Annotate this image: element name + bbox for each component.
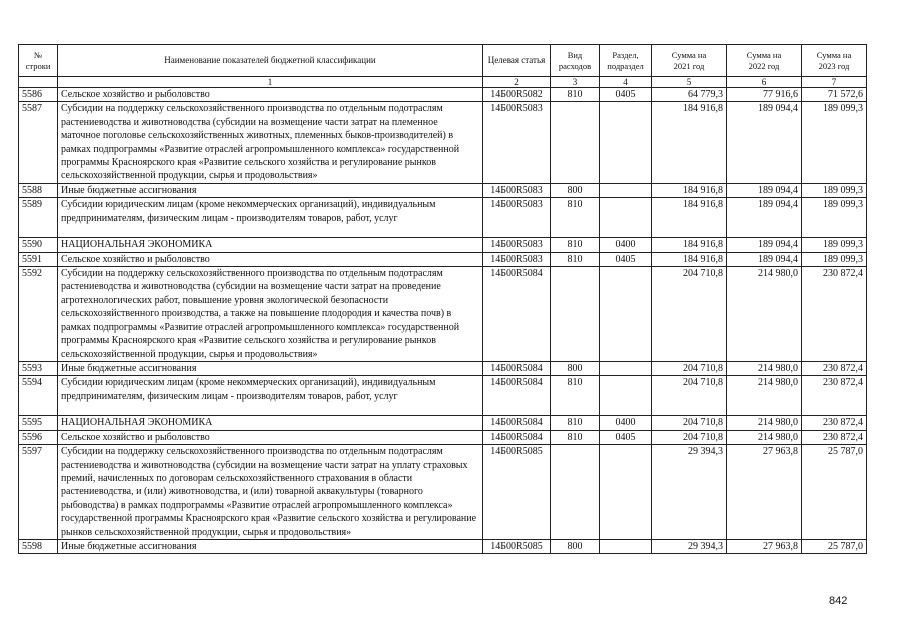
sum-2023: 189 099,3 xyxy=(802,238,867,252)
table-row xyxy=(19,361,867,375)
row-number: 5588 xyxy=(19,183,58,197)
section-code xyxy=(600,102,652,183)
sum-2022: 189 094,4 xyxy=(727,102,802,183)
sum-2021: 204 710,8 xyxy=(652,361,727,375)
indicator-name: НАЦИОНАЛЬНАЯ ЭКОНОМИКА xyxy=(58,416,483,430)
section-code: 0405 xyxy=(600,252,652,266)
column-index: 2 xyxy=(483,77,551,88)
expense-kind: 810 xyxy=(551,252,600,266)
page-number: 842 xyxy=(829,595,848,607)
table-row xyxy=(19,445,867,540)
header-section: Раздел, подраздел xyxy=(600,45,652,77)
table-row xyxy=(19,102,867,183)
table-row xyxy=(19,539,867,553)
column-index-row xyxy=(19,77,867,88)
target-article: 14Б00R5084 xyxy=(483,416,551,430)
sum-2022: 214 980,0 xyxy=(727,267,802,362)
indicator-name: Иные бюджетные ассигнования xyxy=(58,539,483,553)
sum-2023: 189 099,3 xyxy=(802,102,867,183)
target-article: 14Б00R5083 xyxy=(483,198,551,238)
section-code xyxy=(600,445,652,540)
sum-2021: 204 710,8 xyxy=(652,267,727,362)
row-number: 5590 xyxy=(19,238,58,252)
column-index xyxy=(19,77,58,88)
indicator-name: Сельское хозяйство и рыболовство xyxy=(58,430,483,444)
section-code xyxy=(600,183,652,197)
column-index: 4 xyxy=(600,77,652,88)
sum-2023: 71 572,6 xyxy=(802,88,867,102)
column-index: 1 xyxy=(58,77,483,88)
expense-kind: 800 xyxy=(551,539,600,553)
column-index: 5 xyxy=(652,77,727,88)
sum-2021: 29 394,3 xyxy=(652,445,727,540)
indicator-name: Субсидии на поддержку сельскохозяйственного производства по отдельным подотраслям растениеводства и животноводства (субсидии на возмещение части затрат на уплату страховых премий, начисленных по договорам сельскохозяйственного страхования в области растениеводства, и (или) животноводства, и (или) товарной аквакультуры (товарного рыбоводства) в рамках подпрограммы «Развитие отраслей агропромышленного комплекса» государственной программы Красноярского края «Развитие сельского хозяйства и регулирование рынков сельскохозяйственной продукции, сырья и продовольствия» xyxy=(58,445,483,540)
sum-2021: 184 916,8 xyxy=(652,238,727,252)
column-index: 6 xyxy=(727,77,802,88)
sum-2023: 230 872,4 xyxy=(802,376,867,416)
table-header xyxy=(19,45,867,88)
section-code xyxy=(600,376,652,416)
table-row xyxy=(19,416,867,430)
indicator-name: Субсидии юридическим лицам (кроме некоммерческих организаций), индивидуальным предпринимателям, физическим лицам - производителям товаров, работ, услуг xyxy=(58,376,483,416)
sum-2023: 189 099,3 xyxy=(802,252,867,266)
header-expense-kind: Вид расходов xyxy=(551,45,600,77)
expense-kind: 810 xyxy=(551,376,600,416)
row-number: 5593 xyxy=(19,361,58,375)
sum-2022: 189 094,4 xyxy=(727,238,802,252)
section-code xyxy=(600,539,652,553)
target-article: 14Б00R5083 xyxy=(483,252,551,266)
row-number: 5595 xyxy=(19,416,58,430)
column-index: 3 xyxy=(551,77,600,88)
sum-2022: 214 980,0 xyxy=(727,416,802,430)
table-row xyxy=(19,252,867,266)
sum-2021: 204 710,8 xyxy=(652,376,727,416)
indicator-name: НАЦИОНАЛЬНАЯ ЭКОНОМИКА xyxy=(58,238,483,252)
row-number: 5594 xyxy=(19,376,58,416)
section-code: 0405 xyxy=(600,88,652,102)
sum-2022: 189 094,4 xyxy=(727,252,802,266)
row-number: 5596 xyxy=(19,430,58,444)
header-row-number: № строки xyxy=(19,45,58,77)
section-code xyxy=(600,267,652,362)
indicator-name: Иные бюджетные ассигнования xyxy=(58,361,483,375)
sum-2022: 214 980,0 xyxy=(727,430,802,444)
row-number: 5591 xyxy=(19,252,58,266)
header-sum-2022: Сумма на 2022 год xyxy=(727,45,802,77)
sum-2022: 214 980,0 xyxy=(727,361,802,375)
sum-2021: 29 394,3 xyxy=(652,539,727,553)
section-code: 0400 xyxy=(600,238,652,252)
sum-2021: 204 710,8 xyxy=(652,430,727,444)
row-number: 5597 xyxy=(19,445,58,540)
section-code: 0405 xyxy=(600,430,652,444)
target-article: 14Б00R5084 xyxy=(483,376,551,416)
target-article: 14Б00R5083 xyxy=(483,102,551,183)
sum-2021: 184 916,8 xyxy=(652,198,727,238)
expense-kind: 810 xyxy=(551,88,600,102)
indicator-name: Субсидии на поддержку сельскохозяйственного производства по отдельным подотраслям растениеводства и животноводства (субсидии на возмещение части затрат на племенное маточное поголовье сельскохозяйственных животных, племенных быков-производителей) в рамках подпрограммы «Развитие отраслей агропромышленного комплекса» государственной программы Красноярского края «Развитие сельского хозяйства и регулирование рынков сельскохозяйственной продукции, сырья и продовольствия» xyxy=(58,102,483,183)
indicator-name: Сельское хозяйство и рыболовство xyxy=(58,88,483,102)
table-body xyxy=(19,88,867,554)
table-row xyxy=(19,88,867,102)
sum-2022: 214 980,0 xyxy=(727,376,802,416)
table-row xyxy=(19,198,867,238)
sum-2023: 25 787,0 xyxy=(802,445,867,540)
table-row xyxy=(19,238,867,252)
expense-kind: 810 xyxy=(551,198,600,238)
row-number: 5586 xyxy=(19,88,58,102)
sum-2021: 64 779,3 xyxy=(652,88,727,102)
indicator-name: Сельское хозяйство и рыболовство xyxy=(58,252,483,266)
indicator-name: Субсидии юридическим лицам (кроме некоммерческих организаций), индивидуальным предпринимателям, физическим лицам - производителям товаров, работ, услуг xyxy=(58,198,483,238)
sum-2023: 230 872,4 xyxy=(802,361,867,375)
sum-2021: 184 916,8 xyxy=(652,102,727,183)
target-article: 14Б00R5082 xyxy=(483,88,551,102)
target-article: 14Б00R5084 xyxy=(483,361,551,375)
row-number: 5589 xyxy=(19,198,58,238)
header-target-article: Целевая статья xyxy=(483,45,551,77)
sum-2023: 230 872,4 xyxy=(802,267,867,362)
sum-2023: 230 872,4 xyxy=(802,416,867,430)
target-article: 14Б00R5085 xyxy=(483,445,551,540)
table-row xyxy=(19,183,867,197)
expense-kind: 810 xyxy=(551,430,600,444)
budget-table xyxy=(18,44,867,554)
target-article: 14Б00R5085 xyxy=(483,539,551,553)
sum-2022: 27 963,8 xyxy=(727,539,802,553)
table-row xyxy=(19,430,867,444)
table-row xyxy=(19,376,867,416)
indicator-name: Иные бюджетные ассигнования xyxy=(58,183,483,197)
sum-2021: 204 710,8 xyxy=(652,416,727,430)
sum-2021: 184 916,8 xyxy=(652,183,727,197)
column-index: 7 xyxy=(802,77,867,88)
indicator-name: Субсидии на поддержку сельскохозяйственного производства по отдельным подотраслям растениеводства и животноводства (субсидии на возмещение части затрат на проведение агротехнологических работ, повышение уровня экологической безопасности сельскохозяйственного производства, а также на повышение плодородия и качества почв) в рамках подпрограммы «Развитие отраслей агропромышленного комплекса» государственной программы Красноярского края «Развитие сельского хозяйства и регулирование рынков сельскохозяйственной продукции, сырья и продовольствия» xyxy=(58,267,483,362)
sum-2023: 230 872,4 xyxy=(802,430,867,444)
row-number: 5598 xyxy=(19,539,58,553)
sum-2023: 189 099,3 xyxy=(802,198,867,238)
table-row xyxy=(19,267,867,362)
target-article: 14Б00R5084 xyxy=(483,430,551,444)
section-code xyxy=(600,361,652,375)
section-code: 0400 xyxy=(600,416,652,430)
expense-kind: 800 xyxy=(551,183,600,197)
row-number: 5592 xyxy=(19,267,58,362)
expense-kind xyxy=(551,102,600,183)
expense-kind: 810 xyxy=(551,238,600,252)
sum-2022: 27 963,8 xyxy=(727,445,802,540)
sum-2021: 184 916,8 xyxy=(652,252,727,266)
row-number: 5587 xyxy=(19,102,58,183)
target-article: 14Б00R5084 xyxy=(483,267,551,362)
header-sum-2021: Сумма на 2021 год xyxy=(652,45,727,77)
sum-2022: 189 094,4 xyxy=(727,198,802,238)
header-sum-2023: Сумма на 2023 год xyxy=(802,45,867,77)
sum-2022: 189 094,4 xyxy=(727,183,802,197)
sum-2023: 25 787,0 xyxy=(802,539,867,553)
target-article: 14Б00R5083 xyxy=(483,238,551,252)
expense-kind: 800 xyxy=(551,361,600,375)
expense-kind: 810 xyxy=(551,416,600,430)
expense-kind xyxy=(551,445,600,540)
sum-2022: 77 916,6 xyxy=(727,88,802,102)
target-article: 14Б00R5083 xyxy=(483,183,551,197)
expense-kind xyxy=(551,267,600,362)
section-code xyxy=(600,198,652,238)
header-name: Наименование показателей бюджетной классификации xyxy=(58,45,483,77)
sum-2023: 189 099,3 xyxy=(802,183,867,197)
